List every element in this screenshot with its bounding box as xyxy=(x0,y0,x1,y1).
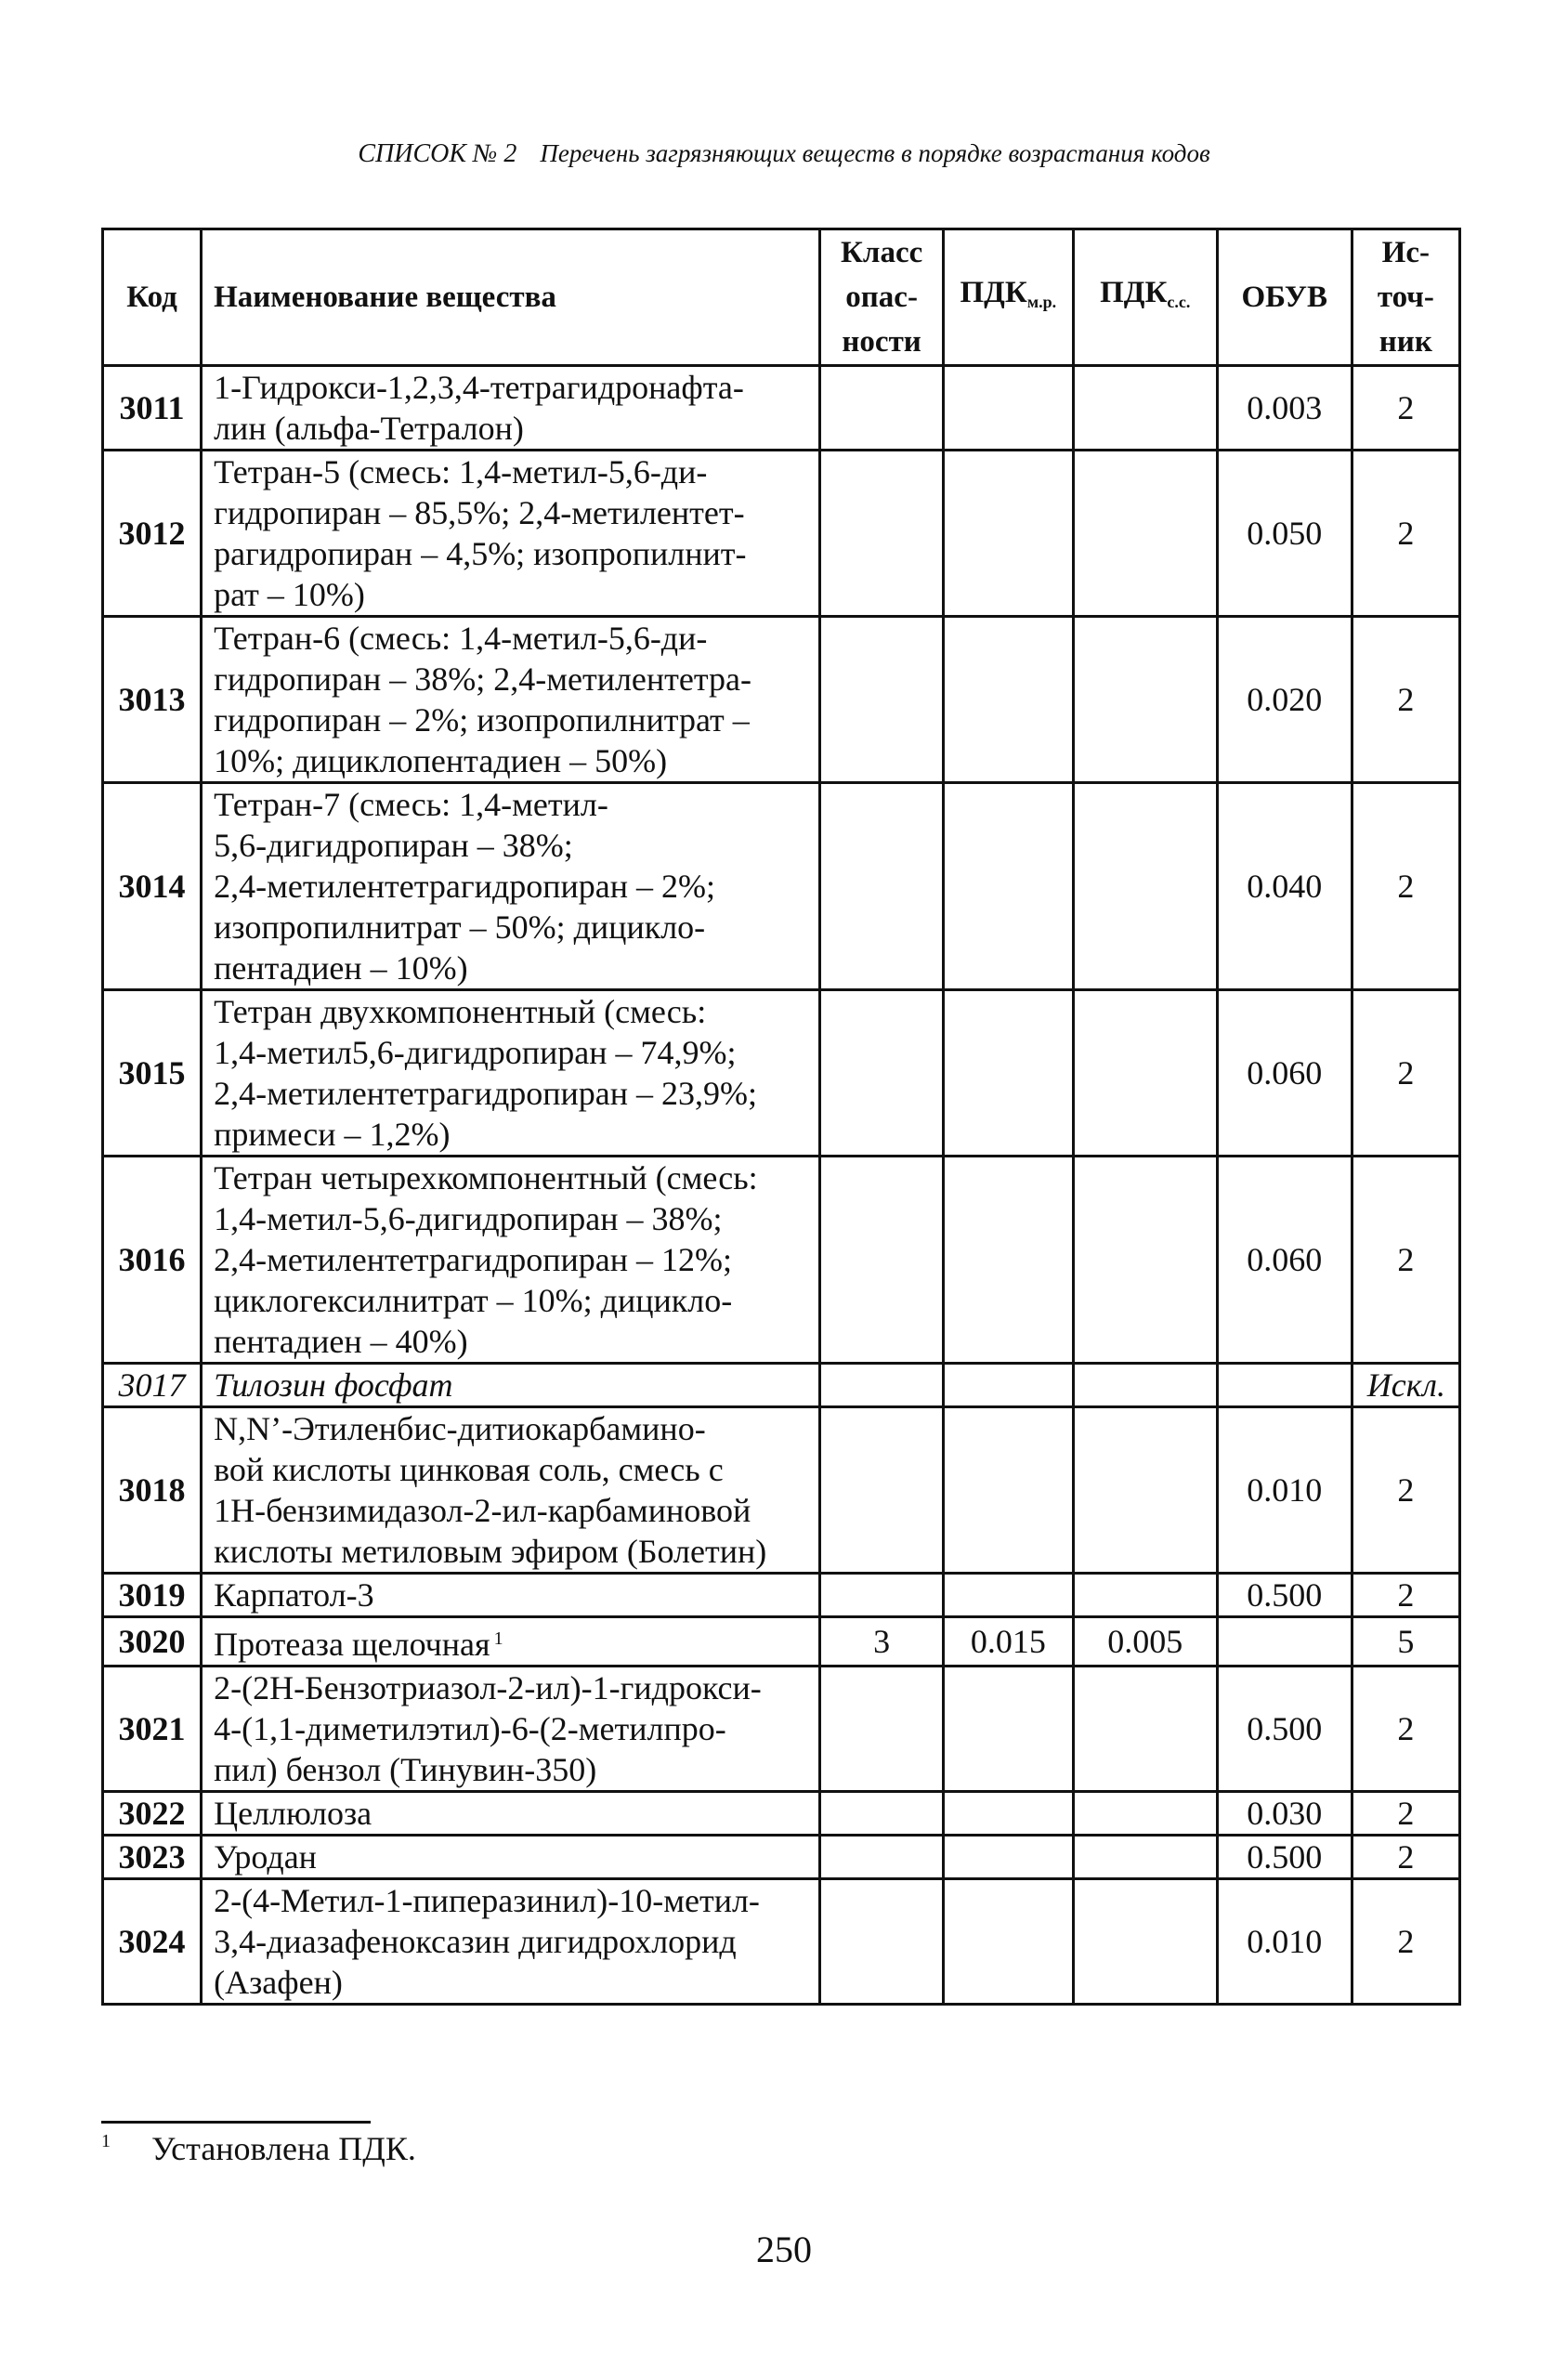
name-line xyxy=(214,991,811,1032)
name-line-text: гидропиран – 85,5%; 2,4-метилентет- xyxy=(214,494,745,531)
cell-pdk-mr xyxy=(943,1574,1073,1617)
cell-obuv: 0.020 xyxy=(1217,617,1352,783)
name-line xyxy=(214,907,811,948)
name-line xyxy=(214,618,811,659)
name-line-text: N,N’-Этиленбис-дитиокарбамино- xyxy=(214,1410,706,1447)
header-code: Код xyxy=(103,229,202,366)
cell-name xyxy=(202,366,820,451)
cell-name xyxy=(202,451,820,617)
cell-pdk-ss xyxy=(1073,451,1217,617)
table-row xyxy=(103,451,1460,617)
name-line xyxy=(214,367,811,408)
name-line-text: кислоты метиловым эфиром (Болетин) xyxy=(214,1533,767,1570)
cell-source: 2 xyxy=(1352,990,1459,1157)
cell-source: 2 xyxy=(1352,451,1459,617)
cell-pdk-ss xyxy=(1073,617,1217,783)
footnote-reference: 1 xyxy=(493,1628,503,1649)
name-line-text: 2,4-метилентетрагидропиран – 12%; xyxy=(214,1241,733,1278)
name-line-text: пил) бензол (Тинувин-350) xyxy=(214,1751,597,1788)
header-hazard-class-line: ности xyxy=(842,325,921,359)
page-title xyxy=(0,139,1568,169)
cell-code: 3018 xyxy=(103,1407,202,1574)
cell-hazard-class xyxy=(820,617,944,783)
cell-code: 3020 xyxy=(103,1617,202,1667)
cell-code: 3011 xyxy=(103,366,202,451)
table-row xyxy=(103,1157,1460,1364)
name-line-text: рагидропиран – 4,5%; изопропилнит- xyxy=(214,535,747,572)
table-row xyxy=(103,1574,1460,1617)
name-line xyxy=(214,1321,811,1362)
name-line-text: 4-(1,1-диметилэтил)-6-(2-метилпро- xyxy=(214,1710,726,1747)
page-subtitle: Перечень загрязняющих веществ в порядке возрастания кодов xyxy=(540,139,1210,167)
cell-hazard-class xyxy=(820,1574,944,1617)
cell-pdk-mr xyxy=(943,1407,1073,1574)
header-obuv: ОБУВ xyxy=(1217,229,1352,366)
cell-pdk-ss xyxy=(1073,1667,1217,1792)
cell-hazard-class xyxy=(820,451,944,617)
cell-hazard-class xyxy=(820,1879,944,2005)
cell-hazard-class xyxy=(820,1792,944,1836)
name-line-text: гидропиран – 38%; 2,4-метилентетра- xyxy=(214,660,752,698)
table-row xyxy=(103,1836,1460,1879)
name-line xyxy=(214,1490,811,1531)
cell-name xyxy=(202,1667,820,1792)
cell-pdk-ss xyxy=(1073,1836,1217,1879)
name-line xyxy=(214,1962,811,2003)
name-line-text: Карпатол-3 xyxy=(214,1576,374,1614)
cell-name xyxy=(202,1792,820,1836)
name-line-text: 1Н-бензимидазол-2-ил-карбаминовой xyxy=(214,1492,751,1529)
name-line-text: (Азафен) xyxy=(214,1964,343,2001)
name-line xyxy=(214,574,811,615)
table-row xyxy=(103,1792,1460,1836)
name-line xyxy=(214,1708,811,1749)
table-row xyxy=(103,783,1460,990)
cell-hazard-class xyxy=(820,1667,944,1792)
header-pdk-mr-main: ПДК xyxy=(960,276,1027,309)
name-line xyxy=(214,451,811,492)
name-line-text: гидропиран – 2%; изопропилнитрат – xyxy=(214,701,750,739)
header-source-line: ник xyxy=(1379,325,1432,359)
name-line xyxy=(214,825,811,866)
cell-source: 2 xyxy=(1352,1157,1459,1364)
name-line-text: Тилозин фосфат xyxy=(214,1366,453,1404)
name-line-text: 1-Гидрокси-1,2,3,4-тетрагидронафта- xyxy=(214,369,744,406)
cell-obuv xyxy=(1217,1617,1352,1667)
list-label: СПИСОК № 2 xyxy=(358,139,517,168)
cell-pdk-ss xyxy=(1073,1364,1217,1407)
cell-obuv: 0.010 xyxy=(1217,1879,1352,2005)
name-line-text: Уродан xyxy=(214,1838,317,1876)
cell-pdk-mr xyxy=(943,990,1073,1157)
cell-pdk-mr xyxy=(943,1364,1073,1407)
footnote-divider xyxy=(101,2121,371,2124)
table-header-row xyxy=(103,229,1460,366)
name-line-text: 10%; дициклопентадиен – 50%) xyxy=(214,742,668,779)
name-line xyxy=(214,1032,811,1073)
cell-pdk-ss: 0.005 xyxy=(1073,1617,1217,1667)
cell-pdk-mr xyxy=(943,617,1073,783)
footnote-mark: 1 xyxy=(101,2131,111,2151)
cell-code: 3014 xyxy=(103,783,202,990)
cell-pdk-ss xyxy=(1073,783,1217,990)
cell-source: 2 xyxy=(1352,1667,1459,1792)
name-line-text: Тетран-5 (смесь: 1,4-метил-5,6-ди- xyxy=(214,453,708,490)
cell-obuv: 0.500 xyxy=(1217,1836,1352,1879)
cell-name xyxy=(202,1879,820,2005)
name-line xyxy=(214,1749,811,1790)
name-line xyxy=(214,740,811,781)
cell-code: 3017 xyxy=(103,1364,202,1407)
name-line-text: Целлюлоза xyxy=(214,1795,372,1832)
cell-hazard-class xyxy=(820,1157,944,1364)
table-row xyxy=(103,1667,1460,1792)
cell-pdk-mr xyxy=(943,783,1073,990)
name-line-text: 2-(4-Метил-1-пиперазинил)-10-метил- xyxy=(214,1882,760,1919)
cell-pdk-mr xyxy=(943,1792,1073,1836)
cell-pdk-ss xyxy=(1073,1879,1217,2005)
name-line-text: пентадиен – 40%) xyxy=(214,1323,468,1360)
cell-pdk-ss xyxy=(1073,990,1217,1157)
name-line-text: циклогексилнитрат – 10%; дицикло- xyxy=(214,1282,733,1319)
cell-source: 2 xyxy=(1352,366,1459,451)
cell-code: 3012 xyxy=(103,451,202,617)
name-line xyxy=(214,1408,811,1449)
name-line-text: 1,4-метил-5,6-дигидропиран – 38%; xyxy=(214,1200,723,1237)
name-line xyxy=(214,1073,811,1114)
cell-code: 3022 xyxy=(103,1792,202,1836)
cell-pdk-mr xyxy=(943,1879,1073,2005)
substances-table xyxy=(101,228,1461,2006)
name-line-text: 2,4-метилентетрагидропиран – 2%; xyxy=(214,868,716,905)
name-line-text: рат – 10%) xyxy=(214,576,365,613)
name-line-text: пентадиен – 10%) xyxy=(214,949,468,987)
cell-code: 3024 xyxy=(103,1879,202,2005)
name-line xyxy=(214,1239,811,1280)
footnote xyxy=(101,2129,416,2168)
cell-code: 3013 xyxy=(103,617,202,783)
cell-hazard-class: 3 xyxy=(820,1617,944,1667)
cell-source: 5 xyxy=(1352,1617,1459,1667)
cell-obuv: 0.060 xyxy=(1217,990,1352,1157)
header-hazard-class-line: Класс xyxy=(841,236,923,269)
name-line-text: Тетран-7 (смесь: 1,4-метил- xyxy=(214,786,608,823)
cell-code: 3015 xyxy=(103,990,202,1157)
cell-hazard-class xyxy=(820,1364,944,1407)
cell-obuv: 0.030 xyxy=(1217,1792,1352,1836)
name-line-text: 5,6-дигидропиран – 38%; xyxy=(214,827,573,864)
cell-obuv: 0.010 xyxy=(1217,1407,1352,1574)
cell-name xyxy=(202,783,820,990)
cell-pdk-mr xyxy=(943,1667,1073,1792)
cell-name xyxy=(202,1364,820,1407)
table-body xyxy=(103,366,1460,2005)
name-line-text: лин (альфа-Тетралон) xyxy=(214,410,524,447)
cell-pdk-ss xyxy=(1073,1792,1217,1836)
cell-code: 3023 xyxy=(103,1836,202,1879)
name-line-text: изопропилнитрат – 50%; дицикло- xyxy=(214,909,706,946)
name-line xyxy=(214,1921,811,1962)
name-line-text: примеси – 1,2%) xyxy=(214,1116,451,1153)
header-pdk-mr xyxy=(943,229,1073,366)
name-line xyxy=(214,699,811,740)
cell-pdk-mr xyxy=(943,451,1073,617)
cell-source: 2 xyxy=(1352,1792,1459,1836)
cell-obuv: 0.500 xyxy=(1217,1574,1352,1617)
footnote-text: Установлена ПДК. xyxy=(151,2130,416,2167)
cell-name xyxy=(202,1157,820,1364)
cell-pdk-ss xyxy=(1073,1157,1217,1364)
cell-name xyxy=(202,990,820,1157)
table-row xyxy=(103,617,1460,783)
name-line-text: Протеаза щелочная xyxy=(214,1626,490,1663)
name-line xyxy=(214,533,811,574)
name-line-text: Тетран-6 (смесь: 1,4-метил-5,6-ди- xyxy=(214,620,708,657)
cell-obuv: 0.003 xyxy=(1217,366,1352,451)
cell-source: Искл. xyxy=(1352,1364,1459,1407)
cell-obuv: 0.500 xyxy=(1217,1667,1352,1792)
name-line-text: 3,4-диазафеноксазин дигидрохлорид xyxy=(214,1923,737,1960)
table-row xyxy=(103,366,1460,451)
cell-hazard-class xyxy=(820,990,944,1157)
header-name: Наименование вещества xyxy=(202,229,820,366)
table-row xyxy=(103,1617,1460,1667)
cell-source: 2 xyxy=(1352,783,1459,990)
cell-hazard-class xyxy=(820,783,944,990)
cell-source: 2 xyxy=(1352,1879,1459,2005)
cell-name xyxy=(202,617,820,783)
name-line xyxy=(214,1198,811,1239)
name-line xyxy=(214,1365,811,1405)
cell-obuv xyxy=(1217,1364,1352,1407)
cell-pdk-mr xyxy=(943,1157,1073,1364)
name-line xyxy=(214,1667,811,1708)
header-source-line: Ис- xyxy=(1381,236,1430,269)
header-pdk-ss xyxy=(1073,229,1217,366)
cell-source: 2 xyxy=(1352,1407,1459,1574)
table-row xyxy=(103,1879,1460,2005)
header-hazard-class-line: опас- xyxy=(845,281,918,314)
cell-name xyxy=(202,1574,820,1617)
name-line xyxy=(214,784,811,825)
cell-obuv: 0.050 xyxy=(1217,451,1352,617)
name-line xyxy=(214,659,811,699)
name-line xyxy=(214,1280,811,1321)
cell-obuv: 0.060 xyxy=(1217,1157,1352,1364)
cell-code: 3019 xyxy=(103,1574,202,1617)
header-source xyxy=(1352,229,1459,366)
cell-hazard-class xyxy=(820,1836,944,1879)
cell-hazard-class xyxy=(820,366,944,451)
header-pdk-ss-main: ПДК xyxy=(1100,276,1168,309)
cell-obuv: 0.040 xyxy=(1217,783,1352,990)
cell-code: 3021 xyxy=(103,1667,202,1792)
table-row xyxy=(103,1407,1460,1574)
cell-pdk-ss xyxy=(1073,1407,1217,1574)
cell-source: 2 xyxy=(1352,1836,1459,1879)
name-line xyxy=(214,1157,811,1198)
name-line xyxy=(214,1531,811,1572)
name-line xyxy=(214,1114,811,1155)
name-line-text: 1,4-метил5,6-дигидропиран – 74,9%; xyxy=(214,1034,737,1071)
page-number: 250 xyxy=(756,2229,812,2270)
cell-pdk-mr xyxy=(943,366,1073,451)
cell-code: 3016 xyxy=(103,1157,202,1364)
name-line-text: 2-(2Н-Бензотриазол-2-ил)-1-гидрокси- xyxy=(214,1669,762,1706)
name-line-text: 2,4-метилентетрагидропиран – 23,9%; xyxy=(214,1075,758,1112)
cell-name xyxy=(202,1407,820,1574)
name-line xyxy=(214,492,811,533)
table-row xyxy=(103,990,1460,1157)
name-line xyxy=(214,408,811,449)
header-source-line: точ- xyxy=(1377,281,1434,314)
cell-pdk-mr xyxy=(943,1836,1073,1879)
name-line xyxy=(214,1449,811,1490)
name-line xyxy=(214,948,811,988)
name-line-text: вой кислоты цинковая соль, смесь с xyxy=(214,1451,724,1488)
cell-source: 2 xyxy=(1352,1574,1459,1617)
cell-pdk-mr: 0.015 xyxy=(943,1617,1073,1667)
cell-name xyxy=(202,1836,820,1879)
name-line xyxy=(214,1837,811,1877)
name-line xyxy=(214,1618,811,1665)
cell-pdk-ss xyxy=(1073,1574,1217,1617)
name-line-text: Тетран двухкомпонентный (смесь: xyxy=(214,993,707,1030)
name-line xyxy=(214,1575,811,1615)
cell-pdk-ss xyxy=(1073,366,1217,451)
name-line xyxy=(214,1793,811,1834)
table-row xyxy=(103,1364,1460,1407)
name-line-text: Тетран четырехкомпонентный (смесь: xyxy=(214,1159,758,1196)
name-line xyxy=(214,1880,811,1921)
name-line xyxy=(214,866,811,907)
header-pdk-ss-sub: с.с. xyxy=(1167,293,1191,311)
header-hazard-class xyxy=(820,229,944,366)
header-pdk-mr-sub: м.р. xyxy=(1026,293,1057,311)
cell-hazard-class xyxy=(820,1407,944,1574)
cell-source: 2 xyxy=(1352,617,1459,783)
cell-name xyxy=(202,1617,820,1667)
